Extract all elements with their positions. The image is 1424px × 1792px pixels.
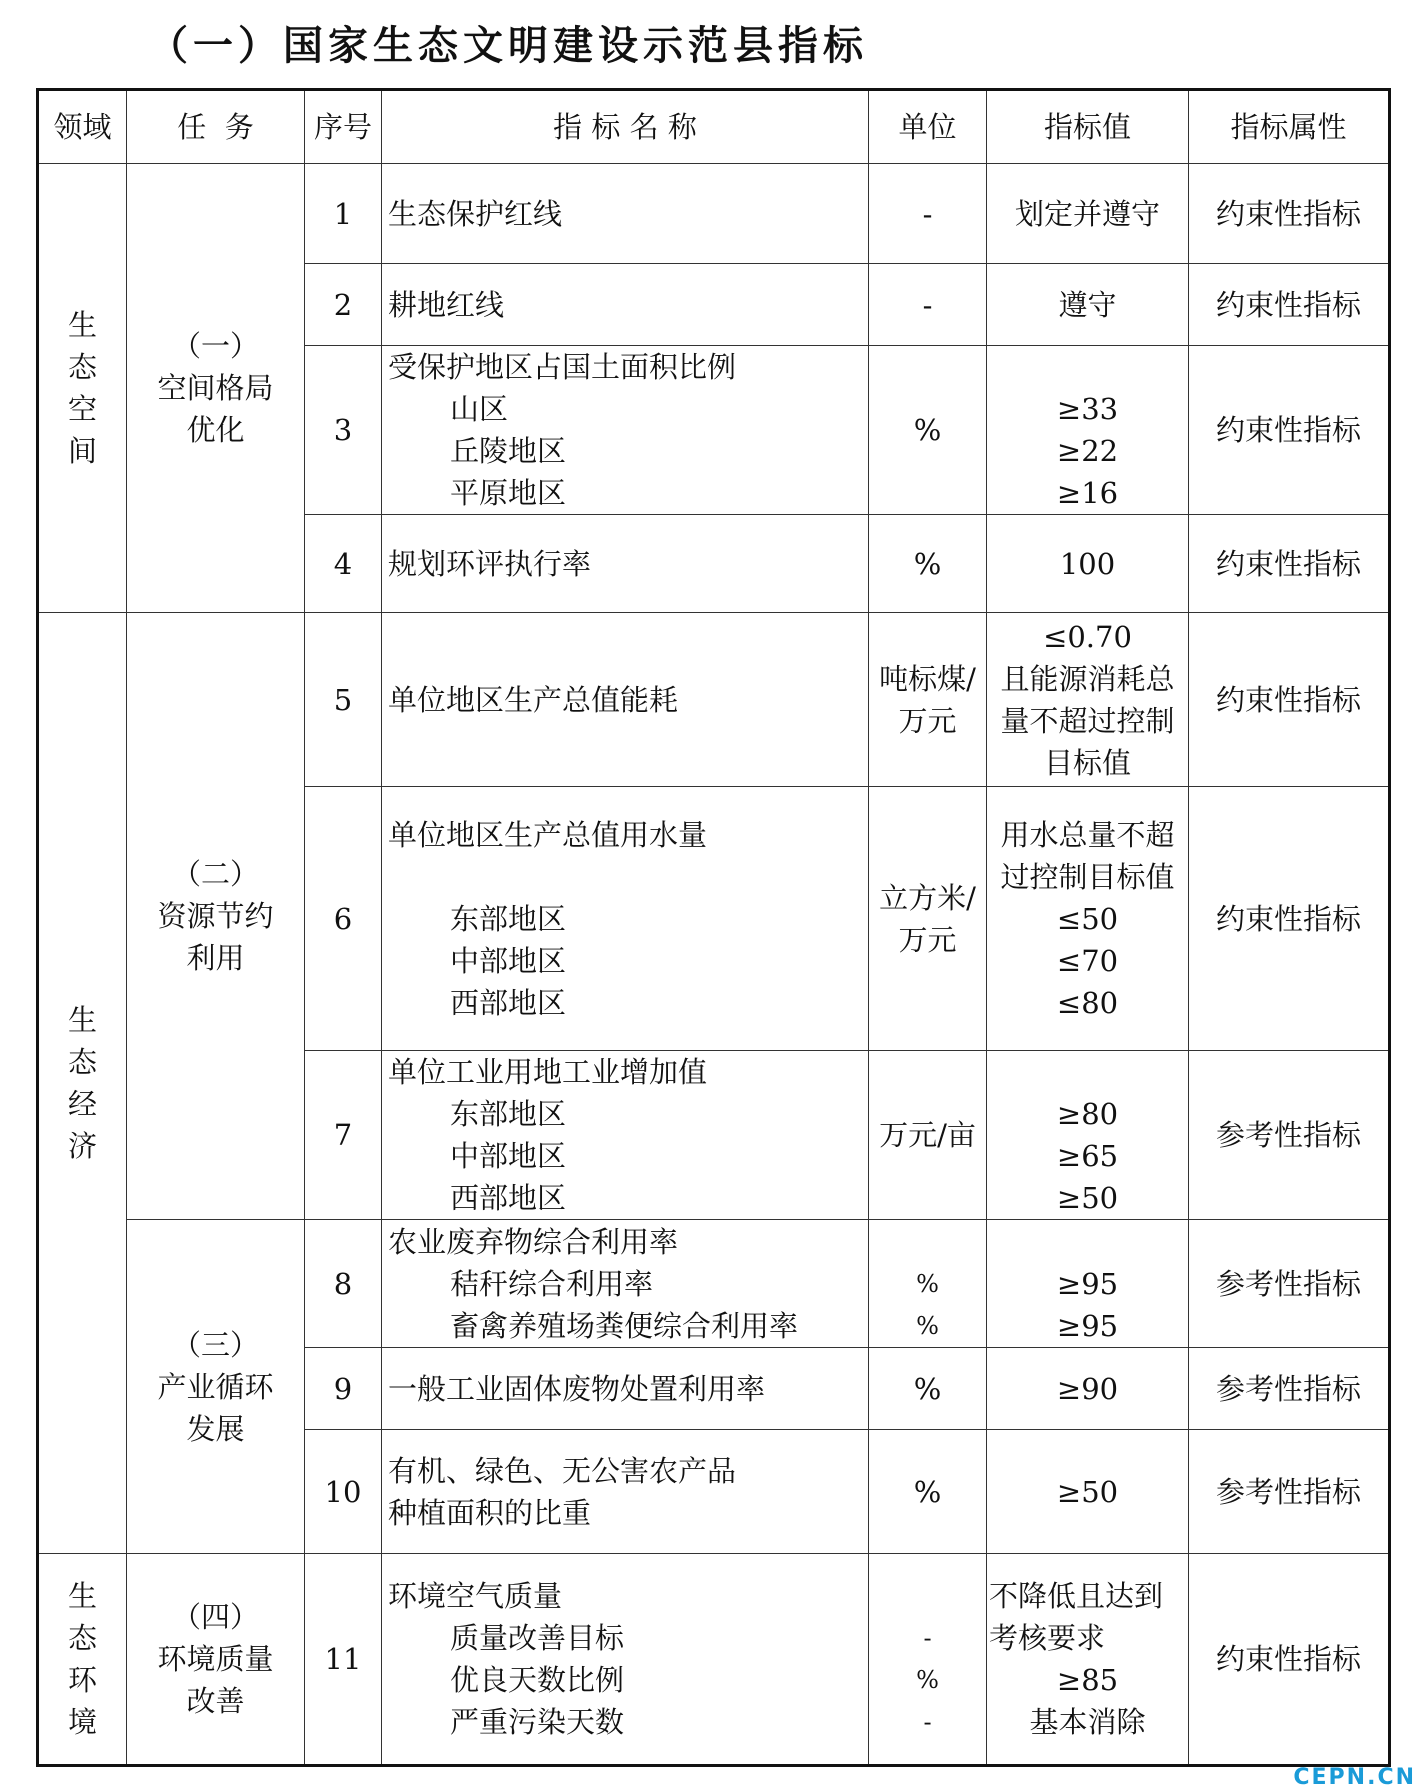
value-cell xyxy=(987,346,1189,515)
task-label: 改善 xyxy=(186,1684,245,1718)
unit-cell xyxy=(869,1554,987,1766)
name-cell: 一般工业固体废物处置利用率 xyxy=(382,1348,869,1430)
domain-char: 济 xyxy=(68,1129,98,1163)
seq-cell: 1 xyxy=(305,164,382,264)
value-cell xyxy=(987,1051,1189,1220)
seq-cell: 7 xyxy=(305,1051,382,1220)
attr-cell: 参考性指标 xyxy=(1189,1430,1390,1554)
task-label: 产业循环 xyxy=(157,1369,274,1404)
table-row xyxy=(38,1220,1390,1348)
unit-text: % xyxy=(916,1666,939,1694)
seq-cell: 3 xyxy=(305,346,382,515)
value-text: 量不超过控制 xyxy=(1000,703,1175,738)
value-text: 不降低且达到 xyxy=(989,1579,1164,1613)
value-text: ≥80 xyxy=(1056,1097,1119,1131)
header-attr: 指标属性 xyxy=(1189,90,1390,164)
sub-item: 东部地区 xyxy=(450,901,567,936)
attr-cell: 参考性指标 xyxy=(1189,1220,1390,1348)
task-label: 发展 xyxy=(186,1411,245,1446)
task-label: 资源节约 xyxy=(157,899,274,933)
unit-text: - xyxy=(923,1708,932,1736)
sub-item: 畜禽养殖场粪便综合利用率 xyxy=(450,1308,799,1343)
name-cell xyxy=(382,346,869,515)
attr-cell: 参考性指标 xyxy=(1189,1051,1390,1220)
task-label: 空间格局 xyxy=(157,371,274,405)
task-label: 优化 xyxy=(186,413,245,447)
page-title: （一）国家生态文明建设示范县指标 xyxy=(148,23,868,69)
domain-cell-environment xyxy=(38,1554,127,1766)
value-cell: ≥50 xyxy=(987,1430,1189,1554)
unit-text: % xyxy=(916,1311,939,1340)
attr-cell: 约束性指标 xyxy=(1189,264,1390,346)
domain-char: 间 xyxy=(68,434,98,468)
attr-cell: 约束性指标 xyxy=(1189,346,1390,515)
value-cell: 100 xyxy=(987,515,1189,613)
sub-item: 中部地区 xyxy=(450,1139,567,1173)
value-text: ≥95 xyxy=(1056,1266,1119,1301)
value-text: ≥95 xyxy=(1056,1308,1119,1343)
name-cell xyxy=(382,1051,869,1220)
value-cell xyxy=(987,1220,1189,1348)
unit-text: 立方米/ xyxy=(879,880,976,915)
unit-cell xyxy=(869,613,987,787)
task-label: 环境质量 xyxy=(157,1642,274,1676)
name-text: 单位工业用地工业增加值 xyxy=(388,1055,708,1089)
value-text: 用水总量不超 xyxy=(1000,817,1175,852)
task-number: （一） xyxy=(171,329,259,363)
table-row xyxy=(38,164,1390,264)
unit-cell: - xyxy=(869,264,987,346)
indicator-table xyxy=(36,88,1391,1767)
domain-char: 态 xyxy=(68,1621,98,1655)
name-text: 环境空气质量 xyxy=(388,1579,563,1613)
seq-cell: 4 xyxy=(305,515,382,613)
name-cell xyxy=(382,1220,869,1348)
value-cell xyxy=(987,1554,1189,1766)
domain-char: 境 xyxy=(68,1705,98,1739)
value-text: ≥50 xyxy=(1056,1181,1119,1215)
unit-text: % xyxy=(916,1269,939,1298)
task-cell-2 xyxy=(127,613,305,1220)
sub-item: 丘陵地区 xyxy=(450,434,567,468)
seq-cell: 8 xyxy=(305,1220,382,1348)
sub-item: 秸秆综合利用率 xyxy=(450,1266,654,1301)
domain-char: 生 xyxy=(68,308,98,342)
header-value: 指标值 xyxy=(987,90,1189,164)
seq-cell: 9 xyxy=(305,1348,382,1430)
unit-cell: - xyxy=(869,164,987,264)
sub-item: 优良天数比例 xyxy=(450,1663,625,1697)
value-text: 考核要求 xyxy=(989,1621,1106,1655)
task-cell-1 xyxy=(127,164,305,613)
sub-item: 质量改善目标 xyxy=(450,1621,625,1655)
task-cell-3 xyxy=(127,1220,305,1554)
attr-cell: 约束性指标 xyxy=(1189,164,1390,264)
sub-item: 严重污染天数 xyxy=(450,1705,625,1739)
domain-cell-space xyxy=(38,164,127,613)
value-text: 目标值 xyxy=(1043,745,1131,780)
table-row xyxy=(38,1554,1390,1766)
unit-cell: % xyxy=(869,1348,987,1430)
value-text: ≤70 xyxy=(1056,943,1119,978)
header-name: 指 标 名 称 xyxy=(382,90,869,164)
unit-cell xyxy=(869,1220,987,1348)
name-text: 农业废弃物综合利用率 xyxy=(388,1224,679,1259)
value-cell xyxy=(987,787,1189,1051)
unit-cell: % xyxy=(869,346,987,515)
sub-item: 山区 xyxy=(450,392,509,426)
name-cell xyxy=(382,787,869,1051)
table-row xyxy=(38,613,1390,787)
domain-char: 态 xyxy=(68,350,98,384)
domain-char: 生 xyxy=(68,1003,98,1037)
seq-cell: 5 xyxy=(305,613,382,787)
task-cell-4 xyxy=(127,1554,305,1766)
unit-cell: 万元/亩 xyxy=(869,1051,987,1220)
sub-item: 东部地区 xyxy=(450,1097,567,1131)
value-text: 且能源消耗总 xyxy=(1000,661,1175,696)
value-text: ≤0.70 xyxy=(1043,619,1132,654)
sub-item: 平原地区 xyxy=(450,476,567,510)
name-text: 种植面积的比重 xyxy=(388,1495,592,1530)
value-text: ≥85 xyxy=(1056,1663,1119,1697)
seq-cell: 2 xyxy=(305,264,382,346)
sub-item: 西部地区 xyxy=(450,985,567,1020)
value-cell xyxy=(987,613,1189,787)
task-number: （三） xyxy=(171,1327,259,1362)
attr-cell: 约束性指标 xyxy=(1189,1554,1390,1766)
seq-cell: 10 xyxy=(305,1430,382,1554)
header-row xyxy=(38,90,1390,164)
value-text: ≥33 xyxy=(1056,392,1119,426)
value-text: 基本消除 xyxy=(1029,1705,1146,1739)
seq-cell: 11 xyxy=(305,1554,382,1766)
watermark-logo: CEPN.CN xyxy=(1293,1765,1416,1790)
name-cell: 生态保护红线 xyxy=(382,164,869,264)
unit-cell: % xyxy=(869,515,987,613)
task-label: 利用 xyxy=(186,941,245,975)
header-unit: 单位 xyxy=(869,90,987,164)
name-text: 受保护地区占国土面积比例 xyxy=(388,350,737,384)
unit-text: 万元 xyxy=(898,703,957,738)
value-text: ≥16 xyxy=(1056,476,1119,510)
value-cell: 划定并遵守 xyxy=(987,164,1189,264)
name-cell xyxy=(382,1430,869,1554)
value-text: ≥22 xyxy=(1056,434,1119,468)
attr-cell: 约束性指标 xyxy=(1189,787,1390,1051)
task-number: （二） xyxy=(171,857,259,891)
name-text: 单位地区生产总值用水量 xyxy=(388,817,708,852)
domain-char: 空 xyxy=(68,392,98,426)
header-seq: 序号 xyxy=(305,90,382,164)
unit-text: 万元 xyxy=(898,922,957,957)
domain-char: 环 xyxy=(68,1663,98,1697)
name-cell: 耕地红线 xyxy=(382,264,869,346)
sub-item: 西部地区 xyxy=(450,1181,567,1215)
domain-char: 经 xyxy=(68,1087,98,1121)
header-domain: 领域 xyxy=(38,90,127,164)
name-cell: 单位地区生产总值能耗 xyxy=(382,613,869,787)
domain-char: 生 xyxy=(68,1579,98,1613)
name-cell xyxy=(382,1554,869,1766)
attr-cell: 参考性指标 xyxy=(1189,1348,1390,1430)
value-text: ≥65 xyxy=(1056,1139,1119,1173)
seq-cell: 6 xyxy=(305,787,382,1051)
unit-cell: % xyxy=(869,1430,987,1554)
unit-cell xyxy=(869,787,987,1051)
unit-text: - xyxy=(923,1624,932,1652)
domain-cell-economy xyxy=(38,613,127,1554)
value-cell: ≥90 xyxy=(987,1348,1189,1430)
attr-cell: 约束性指标 xyxy=(1189,613,1390,787)
task-number: （四） xyxy=(171,1600,259,1634)
value-cell: 遵守 xyxy=(987,264,1189,346)
header-task: 任 务 xyxy=(127,90,305,164)
value-text: 过控制目标值 xyxy=(1000,859,1175,894)
sub-item: 中部地区 xyxy=(450,943,567,978)
value-text: ≤50 xyxy=(1056,901,1119,936)
value-text: ≤80 xyxy=(1056,985,1119,1020)
name-cell: 规划环评执行率 xyxy=(382,515,869,613)
domain-char: 态 xyxy=(68,1045,98,1079)
attr-cell: 约束性指标 xyxy=(1189,515,1390,613)
name-text: 有机、绿色、无公害农产品 xyxy=(388,1453,737,1488)
unit-text: 吨标煤/ xyxy=(879,661,976,696)
